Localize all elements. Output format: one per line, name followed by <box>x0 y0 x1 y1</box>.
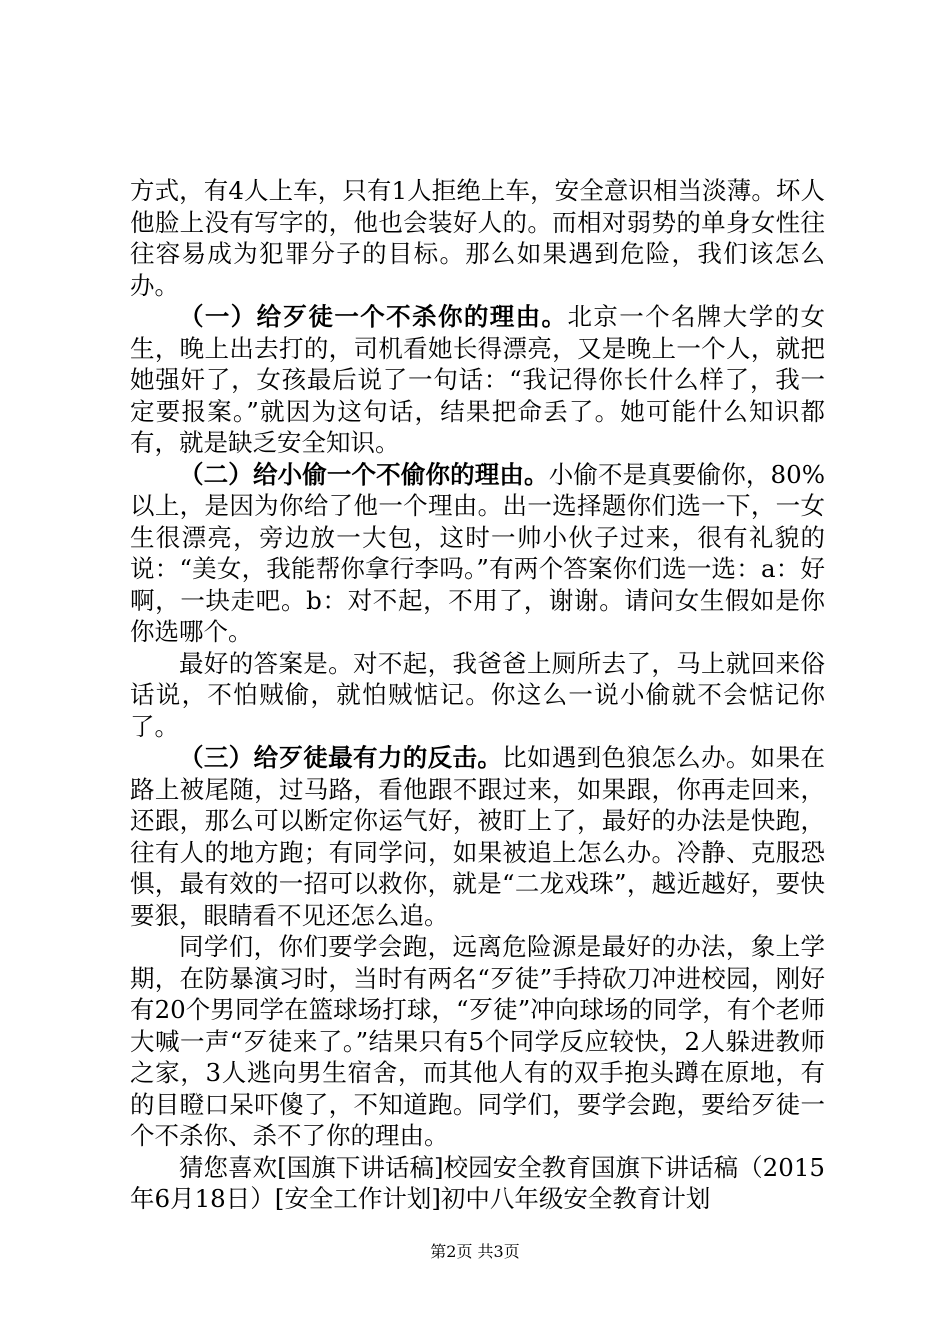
paragraph-7 <box>130 1152 825 1215</box>
paragraph-5 <box>130 742 825 931</box>
paragraph-1 <box>130 175 825 301</box>
paragraph-2 <box>130 301 825 459</box>
paragraph-3 <box>130 459 825 648</box>
paragraph-4 <box>130 648 825 743</box>
paragraph-text: 小偷不是真要偷你，80%以上，是因为你给了他一个理由。出一选择题你们选一下，一女生很漂亮，旁边放一大包，这时一帅小伙子过来，很有礼貌的说：“美女，我能帮你拿行李吗。”有两个答案你们选一选：a：好啊，一块走吧。b：对不起，不用了，谢谢。请问女生假如是你你选哪个。 <box>130 459 825 646</box>
paragraph-lead: （二）给小偷一个不偷你的理由。 <box>179 459 549 489</box>
page-number-footer: 第2页 共3页 <box>430 1242 520 1261</box>
paragraph-text: 同学们，你们要学会跑，远离危险源是最好的办法，象上学期，在防暴演习时，当时有两名“歹徒”手持砍刀冲进校园，刚好有20个男同学在篮球场打球，“歹徒”冲向球场的同学，有个老师大喊一声“歹徒来了。”结果只有5个同学反应较快，2人躲进教师之家，3人逃向男生宿舍，而其他人有的双手抱头蹲在原地，有的目瞪口呆吓傻了，不知道跑。同学们，要学会跑，要给歹徒一个不杀你、杀不了你的理由。 <box>130 932 825 1150</box>
paragraph-text: 猜您喜欢[国旗下讲话稿]校园安全教育国旗下讲话稿（2015年6月18日）[安全工作计划]初中八年级安全教育计划 <box>130 1152 825 1213</box>
document-body <box>130 175 825 1215</box>
paragraph-6 <box>130 931 825 1152</box>
paragraph-text: 最好的答案是。对不起，我爸爸上厕所去了，马上就回来俗话说，不怕贼偷，就怕贼惦记。你这么一说小偷就不会惦记你了。 <box>130 648 825 741</box>
paragraph-lead: （一）给歹徒一个不杀你的理由。 <box>179 302 568 331</box>
paragraph-text: 方式，有4人上车，只有1人拒绝上车，安全意识相当淡薄。坏人他脸上没有写字的，他也会装好人的。而相对弱势的单身女性往往容易成为犯罪分子的目标。那么如果遇到危险，我们该怎么办。 <box>130 176 825 300</box>
paragraph-lead: （三）给歹徒最有力的反击。 <box>179 743 503 772</box>
paragraph-text: 比如遇到色狼怎么办。如果在路上被尾随，过马路，看他跟不跟过来，如果跟，你再走回来，还跟，那么可以断定你运气好，被盯上了，最好的办法是快跑，往有人的地方跑；有同学问，如果被追上怎么办。冷静、克服恐惧，最有效的一招可以救你，就是“二龙戏珠”，越近越好，要快要狠，眼睛看不见还怎么追。 <box>130 743 826 930</box>
paragraph-text: 北京一个名牌大学的女生，晚上出去打的，司机看她长得漂亮，又是晚上一个人，就把她强奸了，女孩最后说了一句话：“我记得你长什么样了，我一定要报案。”就因为这句话，结果把命丢了。她可能什么知识都有，就是缺乏安全知识。 <box>130 302 825 457</box>
